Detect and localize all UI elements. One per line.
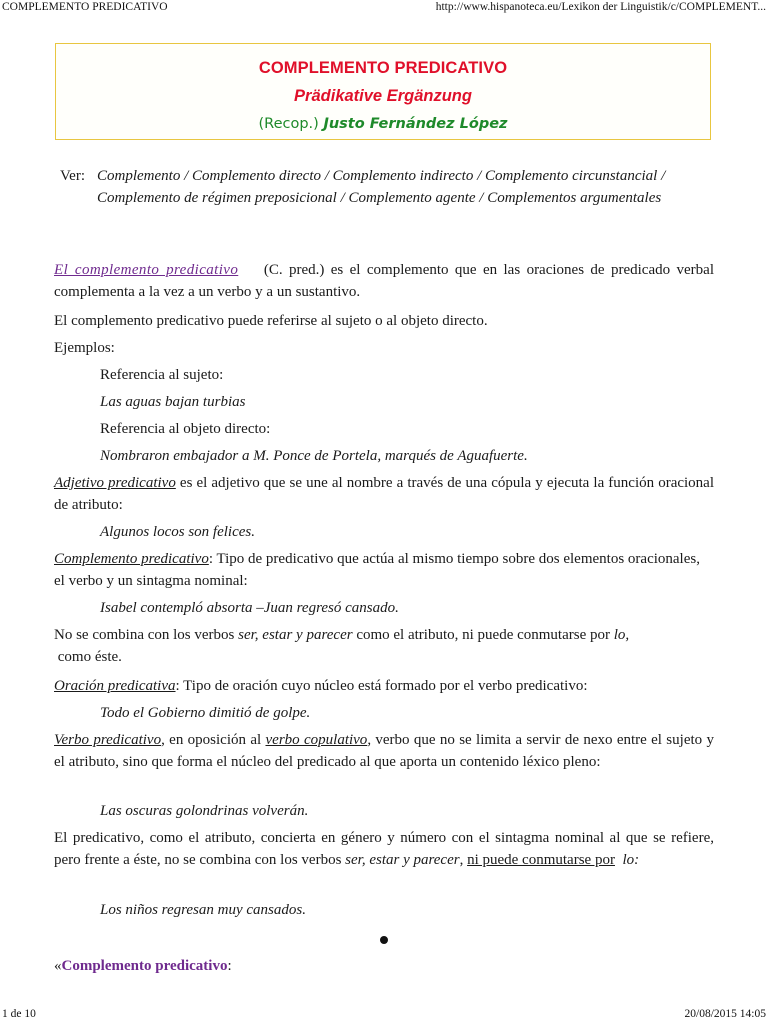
see-also-label: Ver: — [60, 168, 85, 184]
term-link-complemento-predicativo[interactable]: El complemento predicativo — [54, 262, 239, 278]
example-predicativo: Los niños regresan muy cansados. — [100, 902, 306, 918]
term-complemento-predicativo[interactable]: Complemento predicativo — [54, 551, 209, 567]
ref-objeto-label: Referencia al objeto directo: — [100, 421, 271, 437]
example-objeto: Nombraron embajador a M. Ponce de Portela, marqués de Aguafuerte. — [100, 448, 528, 464]
predicativo-paragraph — [54, 827, 714, 871]
print-footer — [0, 1008, 768, 1022]
definition-paragraph — [54, 259, 714, 303]
complemento-text: : Tipo de predicativo que actúa al mismo tiempo sobre dos elementos oracionales, el verbo y un sintagma nominal: — [54, 551, 700, 589]
term-verbo-predicativo[interactable]: Verbo predicativo — [54, 732, 162, 748]
print-footer-datetime: 20/08/2015 14:05 — [684, 1008, 766, 1020]
no-combina-text-c: como éste. — [57, 649, 122, 665]
no-combina-text-b: como el atributo, ni puede conmutarse por — [352, 627, 614, 643]
verbo-text-a: , en oposición al — [161, 732, 266, 748]
paragraph-referencia: El complemento predicativo puede referirse al sujeto o al objeto directo. — [54, 313, 488, 329]
verbo-paragraph — [54, 729, 714, 773]
print-footer-page: 1 de 10 — [2, 1008, 36, 1020]
print-header-url: http://www.hispanoteca.eu/Lexikon der Linguistik/c/COMPLEMENT... — [435, 1, 766, 13]
no-combina-text-a: No se combina con los verbos — [54, 627, 239, 643]
example-complemento: Isabel contempló absorta –Juan regresó cansado. — [100, 600, 399, 616]
see-also-links[interactable]: Complemento / Complemento directo / Complemento indirecto / Complemento circunstancial / Complemento de régimen preposicional / Complemento agente / Complementos argumentales — [97, 168, 666, 206]
pronoun-lo-2: lo: — [622, 852, 640, 868]
title-box — [55, 43, 711, 140]
page-subtitle: Prädikative Ergänzung — [294, 87, 472, 105]
page-title: COMPLEMENTO PREDICATIVO — [258, 59, 508, 77]
example-sujeto: Las aguas bajan turbias — [100, 394, 246, 410]
oracion-text: : Tipo de oración cuyo núcleo está formado por el verbo predicativo: — [175, 678, 588, 694]
verbs-ser-estar-parecer: ser, estar y parecer — [238, 627, 353, 643]
ni-puede-conmutarse: ni puede conmutarse por — [467, 852, 615, 868]
bullet-dot — [380, 936, 388, 944]
term-oracion-predicativa[interactable]: Oración predicativa — [54, 678, 176, 694]
predicativo-text-b: , — [459, 852, 468, 868]
no-combina-paragraph — [54, 624, 714, 668]
recop-label: (Recop.) — [258, 116, 319, 132]
quote-mark: « — [54, 958, 62, 974]
examples-heading: Ejemplos: — [54, 340, 115, 356]
author-name: Justo Fernández López — [323, 116, 508, 132]
adjetivo-paragraph — [54, 472, 714, 516]
verbo-text-b: , verbo que no se limita a servir de nexo entre el sujeto y el atributo, sino que forma el núcleo del predicado al que aporta un contenido léxico pleno: — [54, 732, 714, 770]
example-oracion: Todo el Gobierno dimitió de golpe. — [100, 705, 311, 721]
author-line — [56, 116, 710, 132]
oracion-paragraph — [54, 675, 714, 697]
adjetivo-text: es el adjetivo que se une al nombre a través de una cópula y ejecuta la función oracional de atributo: — [54, 475, 714, 513]
quote-colon: : — [227, 958, 232, 974]
example-verbo: Las oscuras golondrinas volverán. — [100, 803, 309, 819]
definition-text: (C. pred.) es el complemento que en las oraciones de predicado verbal complementa a la vez a un verbo y a un sustantivo. — [54, 262, 714, 300]
quote-heading — [54, 955, 232, 977]
predicativo-text-a: El predicativo, como el atributo, concierta en género y número con el sintagma nominal al que se refiere, pero frente a éste, no se combina con los verbos — [54, 830, 714, 868]
term-verbo-copulativo[interactable]: verbo copulativo — [265, 732, 368, 748]
example-adjetivo: Algunos locos son felices. — [100, 524, 255, 540]
ref-sujeto-label: Referencia al sujeto: — [100, 367, 224, 383]
verbs-ser-estar-parecer-2: ser, estar y parecer — [345, 852, 460, 868]
pronoun-lo: lo, — [613, 627, 630, 643]
print-header-title: COMPLEMENTO PREDICATIVO — [2, 1, 168, 13]
complemento-paragraph — [54, 548, 714, 592]
print-header — [0, 1, 768, 15]
quote-heading-term: Complemento predicativo — [61, 958, 228, 974]
term-adjetivo-predicativo[interactable]: Adjetivo predicativo — [54, 475, 176, 491]
see-also — [60, 165, 710, 231]
